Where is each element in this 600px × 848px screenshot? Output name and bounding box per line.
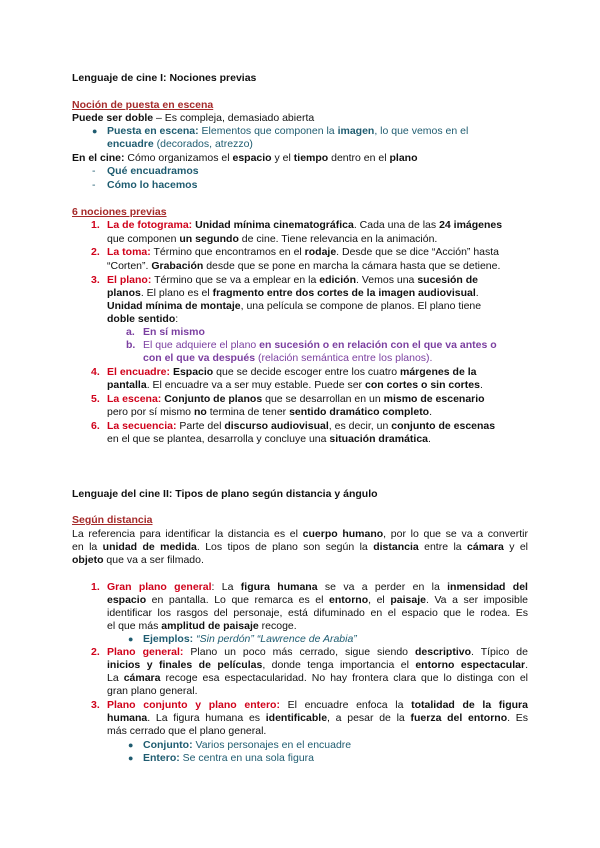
item-fotograma-line1 [107, 219, 502, 232]
text: Término que encontramos en el [150, 246, 305, 258]
item-escena-line2 [107, 406, 432, 419]
text: que se desarrollan en un [262, 393, 384, 405]
text-red: El plano: [107, 274, 152, 286]
text-bold: 24 imágenes [439, 219, 503, 231]
text: el que más [107, 620, 162, 632]
gpg-line3: identificar los rasgos del personaje, está difuminado en el espacio que le rodea. Es [107, 607, 528, 619]
text: y el [271, 152, 294, 164]
text: , donde tenga importancia el [262, 659, 416, 671]
text: en pantalla. Lo que remarca es el [146, 594, 330, 606]
pce-line3: más cerrado que el plano general. [107, 725, 267, 737]
list-number: 3. [91, 274, 100, 286]
text: Término que se va a emplear en la [151, 274, 320, 286]
text: : [175, 313, 179, 325]
item-plano-line4 [107, 313, 178, 326]
text-bold: espacio [232, 152, 272, 164]
text: se va a perder en la [317, 581, 448, 593]
text: y el [503, 541, 529, 553]
text: . Va a ser imposible [425, 594, 528, 606]
text: . El encuadre va a ser muy estable. Puede ser [146, 379, 365, 391]
paragraph-line2 [72, 541, 528, 554]
text: , es decir, un [328, 420, 392, 432]
text-red: Plano general: [107, 646, 184, 658]
text-teal-bold: Entero: [143, 752, 180, 764]
bullet-icon: ● [128, 634, 134, 644]
item-encuadre-line1 [107, 366, 476, 379]
text-bold: espacio [107, 594, 147, 606]
text: de cine. Tiene relevancia en la animación. [238, 233, 438, 245]
text-bold: Puede ser doble [72, 112, 154, 124]
text-red: Plano conjunto y plano entero: [107, 699, 280, 711]
text-bold: rodaje [304, 246, 337, 258]
item-plano-line1 [107, 274, 478, 287]
text: Plano un poco más cerrado, sigue siendo [183, 646, 415, 658]
text: , por lo que se va a convertir [383, 528, 528, 540]
text-bold: identificable [265, 712, 328, 724]
text: Cómo organizamos el [124, 152, 233, 164]
text-bold: situación dramática [329, 433, 429, 445]
text-bold: distancia [373, 541, 419, 553]
bullet-puesta-en-escena-cont [107, 138, 253, 151]
paragraph-line3 [72, 554, 204, 567]
text-teal-italic: “Sin perdón” “Lawrence de Arabia” [193, 633, 357, 645]
list-letter: a. [126, 326, 135, 338]
item-fotograma-line2 [107, 233, 437, 246]
item-toma-line2 [107, 260, 500, 273]
text: que se decide escoger entre los cuatro [213, 366, 400, 378]
text-purple-bold: en sucesión o en relación con el que va antes o [259, 339, 497, 351]
line-en-el-cine [72, 152, 418, 165]
pg-line1 [107, 646, 528, 659]
list-letter: b. [126, 339, 136, 351]
text-bold: inicios y finales de películas [107, 659, 263, 671]
text-bold: inmensidad del [447, 581, 528, 593]
gpg-line2 [107, 594, 528, 607]
text-teal-bold: Puesta en escena: [107, 125, 199, 137]
text-bold: márgenes de la [400, 366, 477, 378]
heading-6-nociones: 6 nociones previas [72, 206, 167, 218]
text-red: La secuencia: [107, 420, 177, 432]
heading-segun-distancia: Según distancia [72, 514, 153, 526]
text: en la [72, 541, 103, 553]
text-bold: entorno [329, 594, 369, 606]
text-red: La escena: [107, 393, 162, 405]
text-teal-bold: encuadre [107, 138, 154, 150]
text: . [475, 287, 479, 299]
text-bold: unidad de medida [102, 541, 197, 553]
gpg-line4 [107, 620, 297, 633]
text-red: El encuadre: [107, 366, 171, 378]
section-title-1: Lenguaje de cine I: Nociones previas [72, 72, 257, 84]
text-bold: con cortes o sin cortes [364, 379, 480, 391]
bullet-puesta-en-escena [107, 125, 468, 138]
text: que va a ser filmado. [103, 554, 204, 566]
text-bold: cámara [123, 672, 161, 684]
text-bold: cuerpo humano [302, 528, 384, 540]
item-encuadre-line2 [107, 379, 483, 392]
text: . Vemos una [356, 274, 418, 286]
list-number: 4. [91, 366, 100, 378]
text-teal: Varios personajes en el encuadre [192, 739, 352, 751]
text: , a pesar de la [327, 712, 411, 724]
text-purple: (relación semántica entre los planos). [255, 352, 433, 364]
text: . Típico de [471, 646, 528, 658]
text: en el que se plantea, desarrolla y concluye una [107, 433, 330, 445]
text-bold: plano [389, 152, 418, 164]
text: que componen [107, 233, 180, 245]
text-bold: totalidad de la figura [411, 699, 528, 711]
gpg-line1 [107, 581, 528, 594]
gpg-examples [143, 633, 357, 646]
text-bold: humana [107, 712, 148, 724]
text-teal: , lo que vemos en el [374, 125, 469, 137]
pce-entero [143, 752, 314, 765]
text-bold: amplitud de paisaje [161, 620, 259, 632]
text: El encuadre enfoca la [279, 699, 412, 711]
text: . [525, 659, 528, 671]
text: . Es [507, 712, 529, 724]
text: pero por sí mismo [107, 406, 194, 418]
text-bold: conjunto de escenas [391, 420, 496, 432]
text: . La figura humana es [147, 712, 266, 724]
bullet-icon: ● [128, 740, 134, 750]
heading-puesta-en-escena: Noción de puesta en escena [72, 99, 214, 111]
text: – Es compleja, demasiado abierta [153, 112, 315, 124]
list-number: 3. [91, 699, 100, 711]
text-bold: cámara [467, 541, 504, 553]
dash-item-que-encuadramos: Qué encuadramos [107, 165, 199, 177]
text-bold: En el cine: [72, 152, 125, 164]
list-number: 2. [91, 646, 100, 658]
subitem-en-si-mismo: En sí mismo [143, 326, 205, 338]
item-secuencia-line2 [107, 433, 431, 446]
dash-item-como-lo-hacemos: Cómo lo hacemos [107, 179, 198, 191]
text: . Los tipos de plano son según la [196, 541, 374, 553]
list-number: 1. [91, 219, 100, 231]
text-bold: paisaje [390, 594, 426, 606]
text: La [107, 672, 124, 684]
text-bold: sucesión de [417, 274, 479, 286]
text-bold: figura humana [240, 581, 318, 593]
text-bold: Conjunto de planos [161, 393, 263, 405]
text: “Corten”. [107, 260, 152, 272]
text: . [429, 406, 433, 418]
text-bold: entorno espectacular [415, 659, 526, 671]
text-bold: Grabación [151, 260, 204, 272]
text-bold: un segundo [179, 233, 239, 245]
text-bold: sentido dramático completo [289, 406, 430, 418]
text-teal-bold: Ejemplos: [143, 633, 194, 645]
text-bold: fragmento entre dos cortes de la imagen audiovisual [212, 287, 476, 299]
text-bold: Espacio [170, 366, 214, 378]
text-teal: Se centra en una sola figura [179, 752, 315, 764]
text-teal-bold: Conjunto: [143, 739, 193, 751]
pg-line2 [107, 659, 528, 672]
text-purple-bold: con el que va después [143, 352, 256, 364]
item-toma-line1 [107, 246, 499, 259]
text: recoge. [258, 620, 297, 632]
text: : La [211, 581, 241, 593]
item-plano-line2 [107, 287, 479, 300]
text-teal-bold: imagen [337, 125, 375, 137]
text-bold: discurso audiovisual [224, 420, 329, 432]
pce-line1 [107, 699, 528, 712]
text: La referencia para identificar la distancia es el [72, 528, 303, 540]
text-teal: Elementos que componen la [198, 125, 338, 137]
text-bold: Unidad mínima de montaje [107, 300, 241, 312]
pg-line3 [107, 672, 528, 685]
text: entre la [418, 541, 468, 553]
pce-conjunto [143, 739, 351, 752]
section-title-2: Lenguaje del cine II: Tipos de plano según distancia y ángulo [72, 488, 378, 500]
text: desde que se pone en marcha la cámara hasta que se detiene. [203, 260, 501, 272]
text: termina de tener [206, 406, 290, 418]
text-bold: fuerza del entorno [410, 712, 508, 724]
text-purple: El que adquiere el plano [143, 339, 260, 351]
pg-line4: gran plano general. [107, 685, 198, 697]
text: recoge esa espectacularidad. No hay frontera clara que lo distinga con el [160, 672, 529, 684]
item-secuencia-line1 [107, 420, 495, 433]
text-bold: edición [319, 274, 357, 286]
list-number: 6. [91, 420, 100, 432]
text: . [428, 433, 431, 445]
text: dentro en el [328, 152, 390, 164]
paragraph-line1 [72, 528, 528, 541]
list-number: 1. [91, 581, 100, 593]
text-bold: planos [107, 287, 141, 299]
text: Parte del [176, 420, 225, 432]
dash-icon: - [92, 165, 96, 177]
text: , una película se compone de planos. El plano tiene [240, 300, 482, 312]
text-red: La de fotograma: [107, 219, 193, 231]
text-teal: (decorados, atrezzo) [153, 138, 253, 150]
text-bold: tiempo [293, 152, 329, 164]
pce-line2 [107, 712, 528, 725]
subitem-sucesion-line1 [143, 339, 497, 352]
text-bold: no [193, 406, 207, 418]
text-bold: descriptivo [414, 646, 472, 658]
bullet-icon: ● [128, 753, 134, 763]
text-bold: Unidad mínima cinematográfica [195, 219, 354, 231]
text: . Desde que se dice “Acción” hasta [336, 246, 500, 258]
text-bold: mismo de escenario [383, 393, 485, 405]
item-plano-line3 [107, 300, 481, 313]
list-number: 2. [91, 246, 100, 258]
item-escena-line1 [107, 393, 485, 406]
text-bold: pantalla [107, 379, 147, 391]
text-red: La toma: [107, 246, 151, 258]
dash-icon: - [92, 179, 96, 191]
subitem-sucesion-line2 [143, 352, 432, 365]
text: . El plano es el [140, 287, 213, 299]
bullet-icon: ● [92, 126, 98, 136]
text-bold: doble sentido [107, 313, 176, 325]
text: , el [368, 594, 391, 606]
text-red: Gran plano general [107, 581, 212, 593]
line-puede-ser-doble [72, 112, 314, 125]
text-bold: objeto [72, 554, 104, 566]
text: . [479, 379, 483, 391]
list-number: 5. [91, 393, 100, 405]
text: . Cada una de las [353, 219, 440, 231]
